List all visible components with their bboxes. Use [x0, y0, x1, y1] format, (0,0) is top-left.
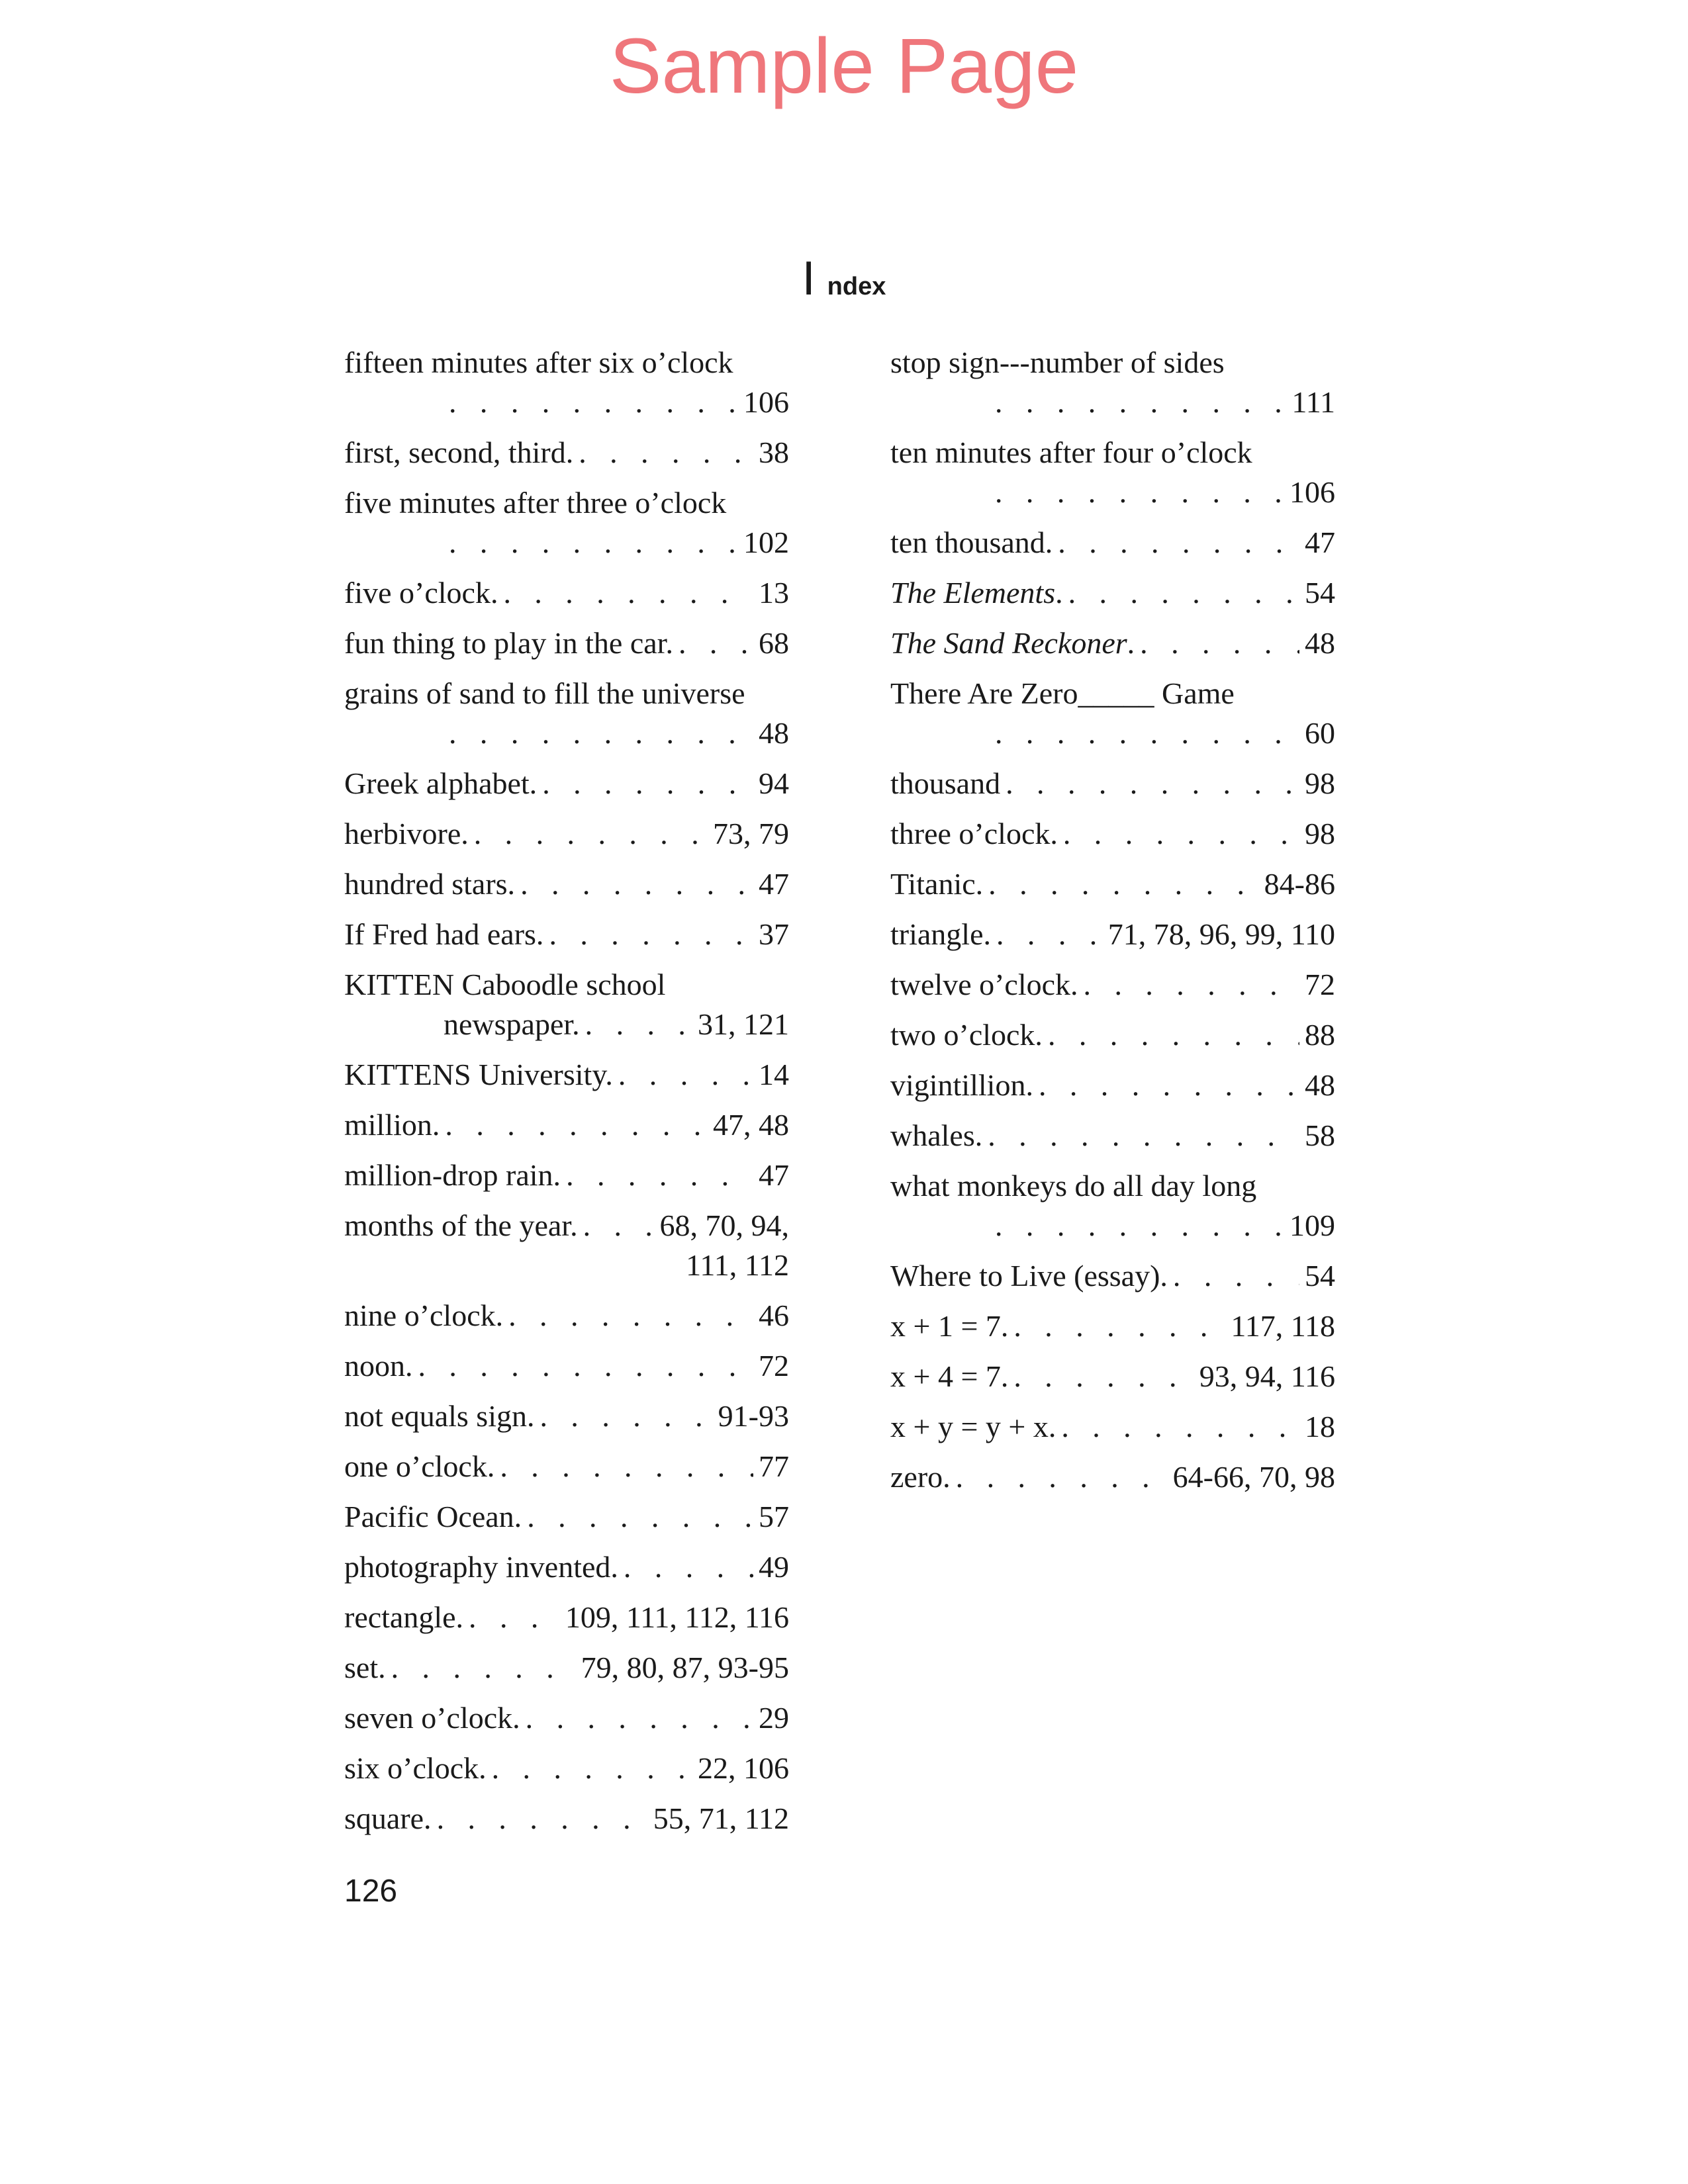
- index-entry: [890, 864, 1335, 904]
- index-pages: 91-93: [718, 1399, 789, 1433]
- index-entry: [344, 343, 789, 422]
- index-term: whales.: [890, 1118, 983, 1152]
- index-pages: 54: [1305, 576, 1335, 610]
- index-entry: [344, 1648, 789, 1688]
- dot-leader: [1058, 523, 1299, 563]
- index-pages: 57: [759, 1500, 789, 1533]
- index-entry-line: [344, 483, 789, 523]
- dot-leader: [1063, 814, 1299, 854]
- index-entry-continuation: [344, 713, 789, 753]
- index-entry: [344, 483, 789, 563]
- index-term: Titanic.: [890, 867, 984, 901]
- index-term: grains of sand to fill the universe: [344, 676, 745, 710]
- index-entry: [890, 1407, 1335, 1447]
- index-term-suffix: .: [1055, 576, 1063, 610]
- index-entry: [344, 1346, 789, 1386]
- index-term: Greek alphabet.: [344, 766, 538, 800]
- index-entry: [344, 864, 789, 904]
- index-pages: 48: [1305, 626, 1335, 660]
- index-entry-line: [890, 1066, 1335, 1105]
- index-entry-line: [890, 1256, 1335, 1296]
- index-entry: [890, 433, 1335, 512]
- dot-leader: [618, 1055, 753, 1095]
- index-entry: [344, 1698, 789, 1738]
- dot-leader: [579, 433, 753, 473]
- index-entry-continuation: [344, 383, 789, 422]
- index-term-suffix: .: [1127, 626, 1135, 660]
- index-entry: [890, 1256, 1335, 1296]
- dot-leader: [995, 383, 1286, 422]
- index-entry: [344, 573, 789, 613]
- index-term: what monkeys do all day long: [890, 1169, 1257, 1203]
- index-pages: 117, 118: [1231, 1309, 1335, 1343]
- index-term: first, second, third.: [344, 435, 574, 469]
- index-term: nine o’clock.: [344, 1298, 504, 1332]
- index-term: x + 1 = 7.: [890, 1309, 1009, 1343]
- index-entry: [890, 764, 1335, 803]
- index-pages: 48: [759, 716, 789, 750]
- index-entry-line: [890, 1457, 1335, 1497]
- dot-leader: [585, 1005, 692, 1044]
- index-entry-line: [344, 1598, 789, 1637]
- index-term: million.: [344, 1108, 440, 1142]
- index-pages: 22, 106: [698, 1751, 789, 1785]
- dot-leader: [1006, 764, 1299, 803]
- index-pages: 72: [1305, 968, 1335, 1001]
- dot-leader: [1013, 1357, 1194, 1396]
- index-entry-line: [344, 343, 789, 383]
- index-pages: 48: [1305, 1068, 1335, 1102]
- index-entry-continuation: [344, 523, 789, 563]
- index-term: ten thousand.: [890, 525, 1053, 559]
- index-entry-continuation: [890, 1206, 1335, 1246]
- index-heading-rest: ndex: [827, 273, 886, 300]
- index-entry-line: [344, 915, 789, 954]
- index-entry: [344, 1749, 789, 1788]
- index-pages: 29: [759, 1701, 789, 1735]
- index-entry-line: [890, 814, 1335, 854]
- index-pages: 58: [1305, 1118, 1335, 1152]
- index-entry: [344, 1055, 789, 1095]
- index-term: stop sign---number of sides: [890, 345, 1225, 379]
- index-entry: [344, 1296, 789, 1336]
- index-entry: [890, 1015, 1335, 1055]
- index-heading-initial: I: [802, 252, 816, 305]
- index-entry: [344, 1105, 789, 1145]
- index-term: twelve o’clock.: [890, 968, 1078, 1001]
- index-term: months of the year.: [344, 1208, 578, 1242]
- index-entry-line: [890, 674, 1335, 713]
- index-heading: [0, 251, 1688, 306]
- dot-leader: [526, 1698, 753, 1738]
- index-pages: 109, 111, 112, 116: [565, 1600, 789, 1634]
- index-pages: 49: [759, 1550, 789, 1584]
- index-pages: 55, 71, 112: [653, 1801, 789, 1835]
- index-entry: [890, 1166, 1335, 1246]
- index-entry-line: [344, 1346, 789, 1386]
- index-pages: 93, 94, 116: [1199, 1359, 1335, 1393]
- index-term: thousand: [890, 766, 1001, 800]
- index-pages: 60: [1305, 716, 1335, 750]
- index-entry: [344, 1396, 789, 1436]
- index-term: fifteen minutes after six o’clock: [344, 345, 733, 379]
- index-entry: [890, 1306, 1335, 1346]
- dot-leader: [445, 1105, 708, 1145]
- sample-page-watermark: Sample Page: [609, 23, 1079, 110]
- dot-leader: [492, 1749, 692, 1788]
- index-entry: [890, 915, 1335, 954]
- index-entry: [344, 965, 789, 1044]
- index-entry: [890, 1066, 1335, 1105]
- index-entry-continuation: [344, 1005, 789, 1044]
- index-pages: 31, 121: [698, 1007, 789, 1041]
- index-term: zero.: [890, 1460, 951, 1494]
- dot-leader: [508, 1296, 753, 1336]
- index-entry-line: [890, 1015, 1335, 1055]
- index-pages: 64-66, 70, 98: [1172, 1460, 1335, 1494]
- index-term: square.: [344, 1801, 432, 1835]
- index-column-left: [344, 343, 789, 1849]
- index-entry: [344, 1799, 789, 1839]
- index-entry: [344, 1547, 789, 1587]
- index-term: x + y = y + x.: [890, 1410, 1056, 1443]
- index-entry-line: [344, 864, 789, 904]
- index-entry-line: [344, 433, 789, 473]
- index-term: seven o’clock.: [344, 1701, 520, 1735]
- index-pages: 98: [1305, 766, 1335, 800]
- index-term: The Elements: [890, 576, 1056, 610]
- index-pages: 14: [759, 1058, 789, 1091]
- index-entry-line: [344, 814, 789, 854]
- dot-leader: [1061, 1407, 1299, 1447]
- index-term: There Are Zero_____ Game: [890, 676, 1235, 710]
- dot-leader: [995, 473, 1284, 512]
- index-entry: [344, 764, 789, 803]
- index-entry-line: [344, 1698, 789, 1738]
- index-entry-line: [344, 623, 789, 663]
- page-number: 126: [344, 1874, 398, 1909]
- index-entry-line: [890, 433, 1335, 473]
- index-pages: 109: [1289, 1208, 1335, 1242]
- dot-leader: [988, 864, 1259, 904]
- index-pages: 13: [759, 576, 789, 610]
- index-pages: 38: [759, 435, 789, 469]
- index-term: six o’clock.: [344, 1751, 487, 1785]
- dot-leader: [679, 623, 753, 663]
- index-entry-line: [890, 1166, 1335, 1206]
- index-term: If Fred had ears.: [344, 917, 544, 951]
- index-entry-line: [890, 573, 1335, 613]
- index-entry: [890, 623, 1335, 663]
- index-pages: 106: [743, 385, 789, 419]
- index-entry-continuation: [890, 473, 1335, 512]
- index-pages: 111: [1291, 385, 1335, 419]
- dot-leader: [469, 1598, 560, 1637]
- index-entry: [344, 623, 789, 663]
- dot-leader: [437, 1799, 648, 1839]
- index-entry-line: [344, 1799, 789, 1839]
- dot-leader: [1048, 1015, 1299, 1055]
- index-entry: [344, 1447, 789, 1486]
- index-pages: 84-86: [1264, 867, 1335, 901]
- index-entry-line: [890, 1357, 1335, 1396]
- index-term: hundred stars.: [344, 867, 516, 901]
- index-entry-line: [890, 343, 1335, 383]
- index-entry-line: [344, 1296, 789, 1336]
- index-entry-line: [344, 674, 789, 713]
- index-entry-line: [890, 1306, 1335, 1346]
- dot-leader: [449, 523, 738, 563]
- index-entry-line: [344, 1396, 789, 1436]
- index-term: ten minutes after four o’clock: [890, 435, 1252, 469]
- index-term: x + 4 = 7.: [890, 1359, 1009, 1393]
- index-term: two o’clock.: [890, 1018, 1043, 1052]
- dot-leader: [566, 1156, 753, 1195]
- dot-leader: [996, 915, 1103, 954]
- index-term: vigintillion.: [890, 1068, 1033, 1102]
- index-pages: 68, 70, 94,: [659, 1208, 789, 1242]
- dot-leader: [449, 383, 738, 422]
- index-term: rectangle.: [344, 1600, 464, 1634]
- index-entry: [890, 1357, 1335, 1396]
- dot-leader: [418, 1346, 754, 1386]
- index-entry-line: [890, 764, 1335, 803]
- index-entry-line: [890, 915, 1335, 954]
- index-column-right: [890, 343, 1335, 1508]
- index-entry-line: [344, 573, 789, 613]
- dot-leader: [520, 864, 753, 904]
- index-term: fun thing to play in the car.: [344, 626, 673, 660]
- dot-leader: [995, 1206, 1284, 1246]
- dot-leader: [1173, 1256, 1299, 1296]
- index-pages: 37: [759, 917, 789, 951]
- index-pages: 47: [759, 1158, 789, 1192]
- index-pages: 72: [759, 1349, 789, 1383]
- index-term: not equals sign.: [344, 1399, 535, 1433]
- index-term: one o’clock.: [344, 1449, 495, 1483]
- dot-leader: [1140, 623, 1299, 663]
- index-entry: [344, 674, 789, 753]
- index-term: photography invented.: [344, 1550, 618, 1584]
- dot-leader: [995, 713, 1299, 753]
- index-entry-line: [344, 1156, 789, 1195]
- index-entry-line: [890, 1407, 1335, 1447]
- index-entry-line: [344, 1055, 789, 1095]
- dot-leader: [449, 713, 753, 753]
- dot-leader: [1084, 965, 1299, 1005]
- index-pages: 47: [759, 867, 789, 901]
- index-term: triangle.: [890, 917, 991, 951]
- index-entry: [344, 433, 789, 473]
- index-pages: 77: [759, 1449, 789, 1483]
- index-entry-line: [890, 965, 1335, 1005]
- index-term: Where to Live (essay).: [890, 1259, 1168, 1293]
- index-entry: [890, 674, 1335, 753]
- index-pages: 88: [1305, 1018, 1335, 1052]
- index-pages: 54: [1305, 1259, 1335, 1293]
- dot-leader: [583, 1206, 655, 1246]
- index-entry-line: [344, 1447, 789, 1486]
- index-entry: [344, 1206, 789, 1285]
- index-term: noon.: [344, 1349, 413, 1383]
- index-entry-line: [890, 1116, 1335, 1156]
- dot-leader: [542, 764, 753, 803]
- dot-leader: [391, 1648, 576, 1688]
- index-entry: [344, 1497, 789, 1537]
- index-pages: 102: [743, 525, 789, 559]
- index-term: three o’clock.: [890, 817, 1058, 850]
- index-entry: [344, 915, 789, 954]
- index-entry-line: [344, 1547, 789, 1587]
- index-entry-line: [344, 764, 789, 803]
- index-term: million-drop rain.: [344, 1158, 561, 1192]
- index-entry: [344, 1598, 789, 1637]
- index-term: five minutes after three o’clock: [344, 486, 727, 520]
- dot-leader: [527, 1497, 753, 1537]
- index-entry: [344, 1156, 789, 1195]
- index-pages: 79, 80, 87, 93-95: [581, 1651, 789, 1684]
- index-pages: 47: [1305, 525, 1335, 559]
- index-entry: [344, 814, 789, 854]
- dot-leader: [988, 1116, 1299, 1156]
- index-entry-line: [344, 965, 789, 1005]
- index-entry: [890, 965, 1335, 1005]
- dot-leader: [1013, 1306, 1225, 1346]
- index-entry-line: [344, 1749, 789, 1788]
- index-term-continued: newspaper.: [444, 1007, 580, 1041]
- index-term: KITTEN Caboodle school: [344, 968, 666, 1001]
- index-entry: [890, 1457, 1335, 1497]
- index-entry-line: [890, 623, 1335, 663]
- index-pages: 18: [1305, 1410, 1335, 1443]
- index-entry-line: [344, 1206, 789, 1246]
- dot-leader: [474, 814, 708, 854]
- dot-leader: [956, 1457, 1168, 1497]
- index-entry-line: [344, 1648, 789, 1688]
- dot-leader: [1068, 573, 1299, 613]
- index-term: herbivore.: [344, 817, 469, 850]
- index-entry: [890, 343, 1335, 422]
- index-pages: 106: [1289, 475, 1335, 509]
- index-pages-continued: 111, 112: [686, 1248, 789, 1282]
- index-pages: 68: [759, 626, 789, 660]
- index-pages: 94: [759, 766, 789, 800]
- index-entry: [890, 1116, 1335, 1156]
- index-entry-continuation: [890, 713, 1335, 753]
- index-entry-continuation: [890, 383, 1335, 422]
- index-entry-line: [890, 864, 1335, 904]
- index-entry-line: [344, 1497, 789, 1537]
- dot-leader: [549, 915, 753, 954]
- index-term: KITTENS University.: [344, 1058, 613, 1091]
- index-term: set.: [344, 1651, 386, 1684]
- index-term: The Sand Reckoner: [890, 626, 1127, 660]
- index-term: five o’clock.: [344, 576, 498, 610]
- index-pages: 98: [1305, 817, 1335, 850]
- index-pages: 71, 78, 96, 99, 110: [1107, 917, 1335, 951]
- index-entry-line: [344, 1105, 789, 1145]
- index-pages: 73, 79: [713, 817, 789, 850]
- index-entry-line: [890, 523, 1335, 563]
- index-entry: [890, 573, 1335, 613]
- index-entry: [890, 814, 1335, 854]
- index-pages: 47, 48: [713, 1108, 789, 1142]
- dot-leader: [503, 573, 753, 613]
- index-term: Pacific Ocean.: [344, 1500, 522, 1533]
- dot-leader: [624, 1547, 753, 1587]
- dot-leader: [1039, 1066, 1299, 1105]
- dot-leader: [539, 1396, 712, 1436]
- index-entry: [890, 523, 1335, 563]
- index-pages: 46: [759, 1298, 789, 1332]
- dot-leader: [500, 1447, 753, 1486]
